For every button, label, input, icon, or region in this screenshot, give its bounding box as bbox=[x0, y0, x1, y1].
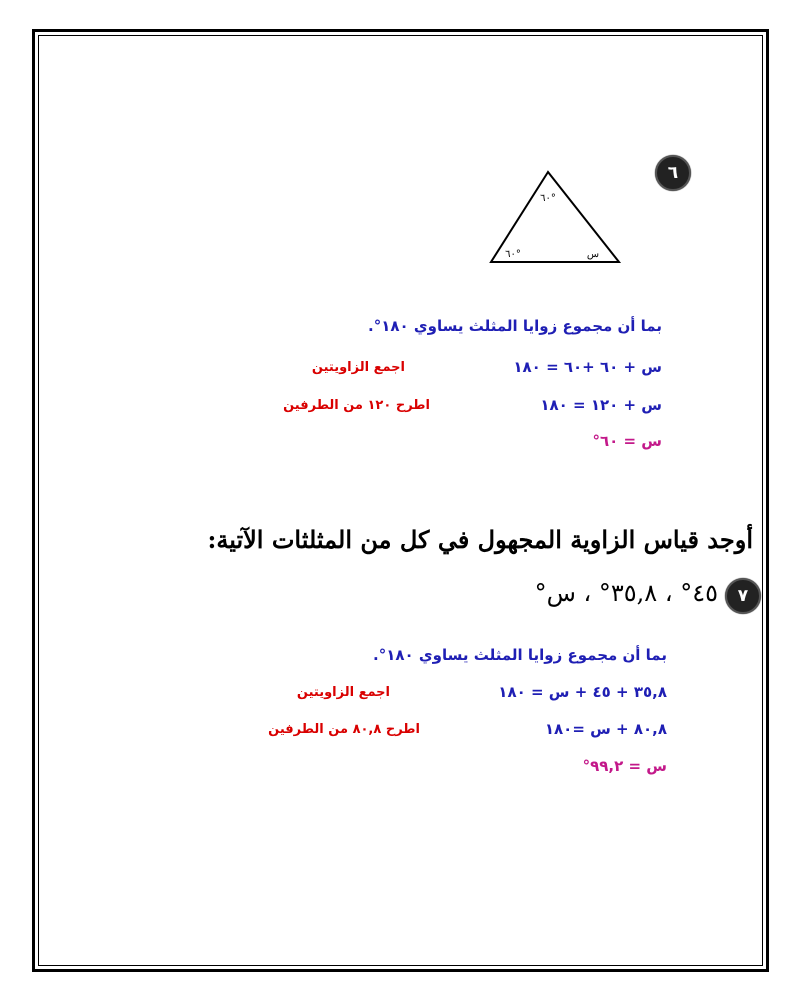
problem-7-step1-equation: ٣٥,٨ + ٤٥ + س = ١٨٠ bbox=[498, 683, 667, 701]
problem-7-result: س = ٩٩,٢° bbox=[582, 757, 667, 775]
problem-6-step2-equation: س + ١٢٠ = ١٨٠ bbox=[540, 396, 662, 414]
section-heading: أوجد قياس الزاوية المجهول في كل من المثلثات الآتية: bbox=[207, 525, 753, 554]
triangle-right-angle-label: س bbox=[586, 249, 600, 260]
problem-7-angles: ٤٥° ، ٣٥,٨° ، س° bbox=[534, 579, 718, 607]
problem-6-step2-note: اطرح ١٢٠ من الطرفين bbox=[283, 398, 430, 413]
problem-7-step2-equation: ٨٠,٨ + س =١٨٠ bbox=[544, 720, 667, 738]
triangle-diagram bbox=[485, 165, 625, 265]
problem-7-number-badge: ٧ bbox=[725, 578, 761, 614]
problem-7-statement: بما أن مجموع زوايا المثلث يساوي ١٨٠°. bbox=[373, 646, 667, 664]
problem-7-step1-note: اجمع الزاويتين bbox=[296, 685, 390, 700]
problem-6-result: س = ٦٠° bbox=[592, 432, 662, 450]
problem-7-step2-note: اطرح ٨٠,٨ من الطرفين bbox=[268, 722, 420, 737]
problem-6-step1-note: اجمع الزاويتين bbox=[311, 360, 405, 375]
triangle-left-angle-label: ٦٠° bbox=[505, 249, 521, 260]
problem-6-statement: بما أن مجموع زوايا المثلث يساوي ١٨٠°. bbox=[368, 317, 662, 335]
problem-6-step1-equation: س + ٦٠ +٦٠ = ١٨٠ bbox=[513, 358, 662, 376]
triangle-top-angle-label: ٦٠° bbox=[540, 193, 556, 204]
problem-6-number-badge: ٦ bbox=[655, 155, 691, 191]
